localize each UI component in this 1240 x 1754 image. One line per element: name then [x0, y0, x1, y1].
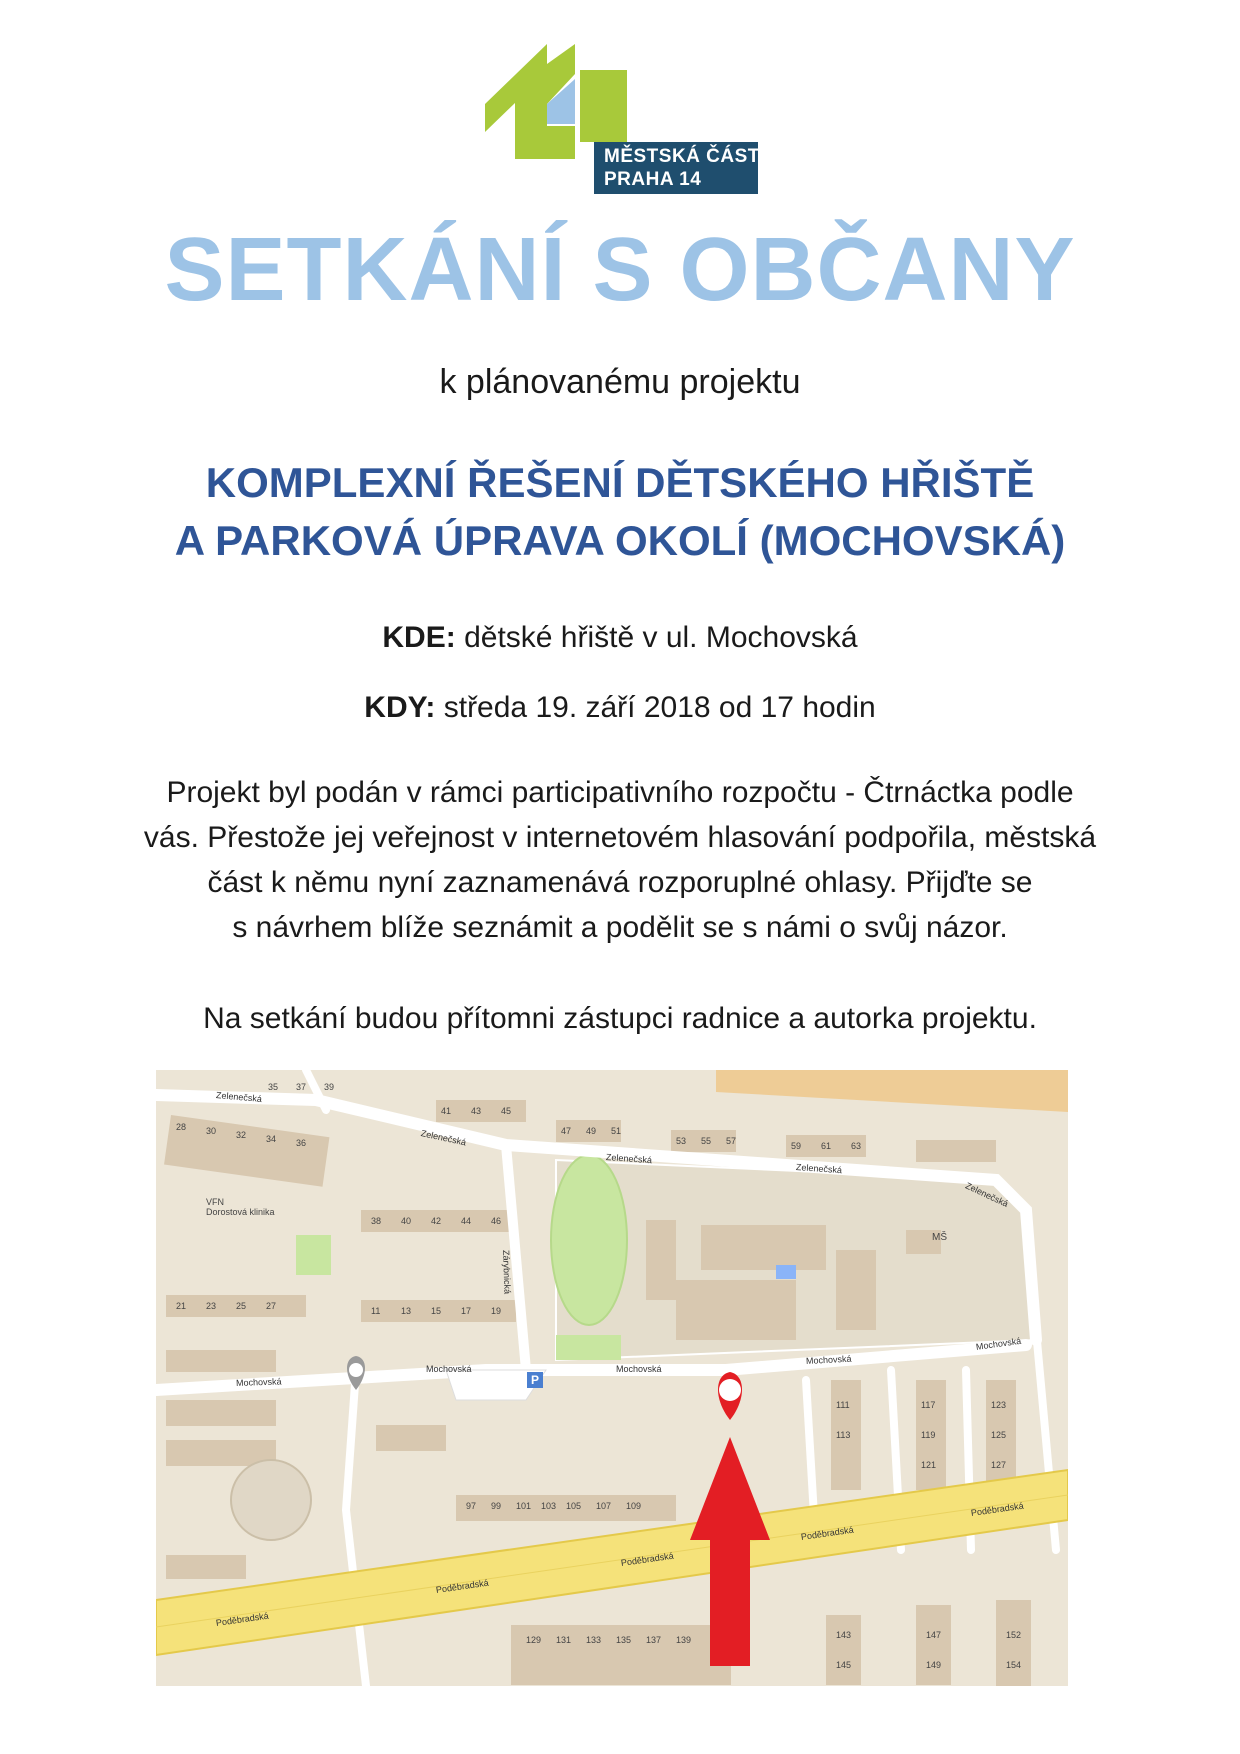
house-number: 117: [921, 1400, 936, 1410]
house-number: 53: [676, 1136, 687, 1146]
house-number: 45: [501, 1106, 512, 1116]
house-number: 39: [324, 1082, 335, 1092]
street-label-podebradska-5: Poděbradská: [970, 1500, 1025, 1518]
house-number: 97: [466, 1501, 477, 1511]
street-label-podebradska-4: Poděbradská: [800, 1524, 855, 1542]
district-logo: [485, 44, 765, 204]
house-number: 40: [401, 1216, 412, 1226]
house-number: 107: [596, 1501, 612, 1511]
house-number: 152: [1006, 1630, 1022, 1640]
house-number: 27: [266, 1301, 277, 1311]
house-number: 34: [266, 1134, 277, 1144]
street-label-zelenecska-3: Zelenečská: [605, 1152, 653, 1166]
street-label-mochovska-3: Mochovská: [616, 1364, 662, 1374]
house-number: 28: [176, 1122, 187, 1132]
house-number: 41: [441, 1106, 452, 1116]
headline: SETKÁNÍ S OBČANY: [164, 220, 1076, 320]
logo-line-2: PRAHA 14: [604, 169, 702, 190]
house-number: 139: [676, 1635, 692, 1645]
paragraph-line-2: vás. Přestože jej veřejnost v internetovém hlasování podpořila, městská: [143, 821, 1097, 854]
house-number: 47: [561, 1126, 572, 1136]
house-number: 123: [991, 1400, 1007, 1410]
where-value: dětské hřiště v ul. Mochovská: [464, 621, 858, 654]
when-line: [0, 690, 1240, 726]
house-number: 131: [556, 1635, 572, 1645]
street-label-podebradska-3: Poděbradská: [620, 1550, 675, 1568]
house-number: 99: [491, 1501, 502, 1511]
house-number: 149: [926, 1660, 942, 1670]
logo-badge: [594, 142, 758, 194]
house-number: 63: [851, 1141, 862, 1151]
street-label-zelenecska-5: Zelenečská: [963, 1180, 1010, 1209]
house-number: 57: [726, 1136, 737, 1146]
poi-vfn: VFN: [206, 1197, 224, 1207]
house-number: 17: [461, 1306, 472, 1316]
street-label-mochovska-5: Mochovská: [975, 1335, 1022, 1352]
house-number: 32: [236, 1130, 247, 1140]
attendance-note: Na setkání budou přítomni zástupci radnice a autorka projektu.: [203, 1002, 1037, 1035]
house-number: 147: [926, 1630, 942, 1640]
house-number: 19: [491, 1306, 502, 1316]
street-label-podebradska-2: Poděbradská: [435, 1577, 490, 1595]
house-number: 61: [821, 1141, 832, 1151]
house-number: 49: [586, 1126, 597, 1136]
house-number: 43: [471, 1106, 482, 1116]
house-number: 127: [991, 1460, 1007, 1470]
house-number: 25: [236, 1301, 247, 1311]
house-number: 154: [1006, 1660, 1022, 1670]
street-label-zelenecska-4: Zelenečská: [795, 1162, 843, 1176]
house-number: 38: [371, 1216, 382, 1226]
house-number: 113: [836, 1430, 851, 1440]
house-number: 13: [401, 1306, 412, 1316]
house-number: 101: [516, 1501, 532, 1511]
paragraph-line-4: s návrhem blíže seznámit a podělit se s námi o svůj názor.: [232, 911, 1008, 944]
subtitle: k plánovanému projektu: [439, 363, 801, 401]
street-label-podebradska-1: Poděbradská: [215, 1610, 270, 1628]
house-number: 109: [626, 1501, 642, 1511]
house-number: 35: [268, 1082, 279, 1092]
house-number: 125: [991, 1430, 1007, 1440]
where-label: KDE:: [382, 621, 456, 654]
house-number: 44: [461, 1216, 472, 1226]
house-number: 119: [921, 1430, 936, 1440]
house-number: 135: [616, 1635, 632, 1645]
house-number: 137: [646, 1635, 662, 1645]
house-number: 111: [836, 1400, 850, 1410]
house-number: 55: [701, 1136, 712, 1146]
poi-vfn-sub: Dorostová klinika: [206, 1207, 275, 1217]
house-number: 129: [526, 1635, 542, 1645]
street-label-mochovska-1: Mochovská: [235, 1376, 282, 1388]
poi-ms: MŠ: [932, 1232, 947, 1243]
project-title: [0, 454, 1240, 570]
house-number: 105: [566, 1501, 582, 1511]
house-number: 121: [921, 1460, 937, 1470]
street-label-zelenecska-2: Zelenečská: [419, 1128, 468, 1148]
street-label-mochovska-4: Mochovská: [805, 1353, 852, 1366]
house-number: 42: [431, 1216, 442, 1226]
house-number: 46: [491, 1216, 502, 1226]
street-label-zelenecska-1: Zelenečská: [215, 1090, 263, 1104]
street-label-mochovska-2: Mochovská: [426, 1364, 472, 1374]
house-number: 145: [836, 1660, 852, 1670]
when-value: středa 19. září 2018 od 17 hodin: [443, 691, 876, 724]
description-paragraph: [60, 770, 1180, 950]
when-label: KDY:: [364, 691, 436, 724]
house-number: 21: [176, 1301, 187, 1311]
project-title-line-1: KOMPLEXNÍ ŘEŠENÍ DĚTSKÉHO HŘIŠTĚ: [205, 459, 1035, 506]
house-number: 23: [206, 1301, 217, 1311]
house-number: 133: [586, 1635, 602, 1645]
house-number: 59: [791, 1141, 802, 1151]
house-number: 11: [371, 1306, 381, 1316]
parking-icon: P: [527, 1372, 543, 1388]
project-title-line-2: A PARKOVÁ ÚPRAVA OKOLÍ (MOCHOVSKÁ): [174, 517, 1066, 564]
paragraph-line-1: Projekt byl podán v rámci participativního rozpočtu - Čtrnáctka podle: [166, 776, 1074, 809]
where-line: [0, 620, 1240, 656]
house-number: 143: [836, 1630, 852, 1640]
house-number: 51: [611, 1126, 622, 1136]
house-number: 36: [296, 1138, 307, 1148]
street-label-zarybnicka: Zárybnická: [501, 1249, 513, 1295]
location-map: [156, 1070, 1068, 1686]
paragraph-line-3: část k němu nyní zaznamenává rozporuplné ohlasy. Přijďte se: [207, 866, 1033, 899]
house-number: 103: [541, 1501, 557, 1511]
house-number: 15: [431, 1306, 442, 1316]
house-number: 37: [296, 1082, 307, 1092]
house-number: 30: [206, 1126, 217, 1136]
logo-line-1: MĚSTSKÁ ČÁST: [604, 146, 760, 167]
